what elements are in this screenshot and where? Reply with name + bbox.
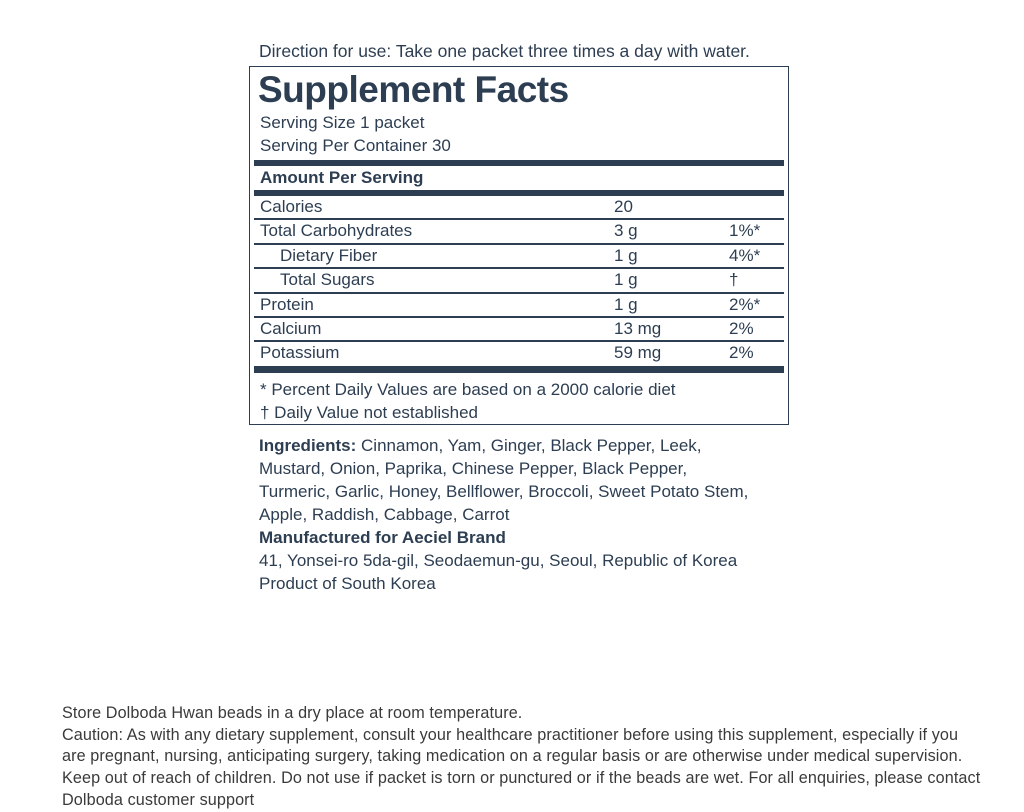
footnote-percent-daily-values: * Percent Daily Values are based on a 2000 calorie diet: [260, 379, 676, 399]
nutrient-name: Calories: [260, 197, 323, 216]
supplement-facts-title: Supplement Facts: [258, 69, 569, 110]
nutrient-row: [250, 220, 788, 242]
ingredients-and-manufacturer-block: [259, 434, 761, 595]
nutrient-daily-value: 1%*: [729, 221, 761, 241]
nutrient-row: [250, 342, 788, 364]
footnote-daily-value-not-established: † Daily Value not established: [260, 402, 478, 422]
nutrition-table: [250, 196, 788, 365]
nutrient-row: [250, 269, 788, 291]
nutrient-daily-value: 2%: [729, 318, 754, 338]
storage-caution-block: [62, 703, 986, 812]
footnotes: [260, 378, 778, 424]
nutrient-daily-value: 2%: [729, 343, 754, 363]
servings-per-container-text: Serving Per Container 30: [260, 136, 451, 155]
thick-divider-bar: [254, 366, 784, 373]
nutrient-daily-value: 4%*: [729, 245, 761, 265]
ingredients-paragraph: [259, 436, 748, 524]
direction-for-use-text: Direction for use: Take one packet three times a day with water.: [259, 41, 750, 61]
serving-size-text: Serving Size 1 packet: [260, 113, 425, 132]
manufactured-for-text: Manufactured for Aeciel Brand: [259, 528, 506, 547]
nutrient-amount: 59 mg: [614, 343, 662, 363]
product-origin-text: Product of South Korea: [259, 574, 436, 593]
amount-per-serving-header: Amount Per Serving: [260, 168, 424, 187]
nutrient-amount: 3 g: [614, 221, 638, 241]
nutrient-row: [250, 196, 788, 218]
nutrient-name: Total Sugars: [280, 270, 375, 290]
nutrient-row: [250, 245, 788, 267]
nutrient-amount: 1 g: [614, 245, 638, 265]
nutrient-row: [250, 318, 788, 340]
nutrient-amount: 1 g: [614, 294, 638, 314]
ingredients-label: Ingredients:: [259, 436, 357, 455]
nutrient-amount: 13 mg: [614, 318, 662, 338]
nutrient-name: Calcium: [260, 318, 322, 338]
nutrient-daily-value: †: [729, 270, 739, 290]
nutrient-row: [250, 294, 788, 316]
storage-instructions-text: Store Dolboda Hwan beads in a dry place at room temperature.: [62, 704, 523, 722]
caution-text: Caution: As with any dietary supplement, consult your healthcare practitioner before using this supplement, especially if you are pregnant, nursing, anticipating surgery, taking medication on a regular basis or are otherwise under medical supervision. Keep out of reach of children. Do not use if packet is torn or punctured or if the beads are wet. For all enquiries, please contact Dolboda customer support: [62, 725, 981, 809]
manufacturer-address-text: 41, Yonsei-ro 5da-gil, Seodaemun-gu, Seoul, Republic of Korea: [259, 551, 738, 570]
nutrient-name: Potassium: [260, 343, 340, 363]
supplement-facts-panel: [249, 66, 789, 425]
nutrient-name: Dietary Fiber: [280, 245, 378, 265]
nutrient-name: Protein: [260, 294, 314, 314]
nutrient-amount: 20: [614, 197, 633, 216]
nutrient-daily-value: 2%*: [729, 294, 761, 314]
ingredients-list: Cinnamon, Yam, Ginger, Black Pepper, Leek, Mustard, Onion, Paprika, Chinese Pepper, Black Pepper, Turmeric, Garlic, Honey, Bellflower, Broccoli, Sweet Potato Stem, Apple, Raddish, Cabbage, Carrot: [259, 436, 749, 524]
nutrient-amount: 1 g: [614, 270, 638, 290]
nutrient-name: Total Carbohydrates: [260, 221, 413, 241]
